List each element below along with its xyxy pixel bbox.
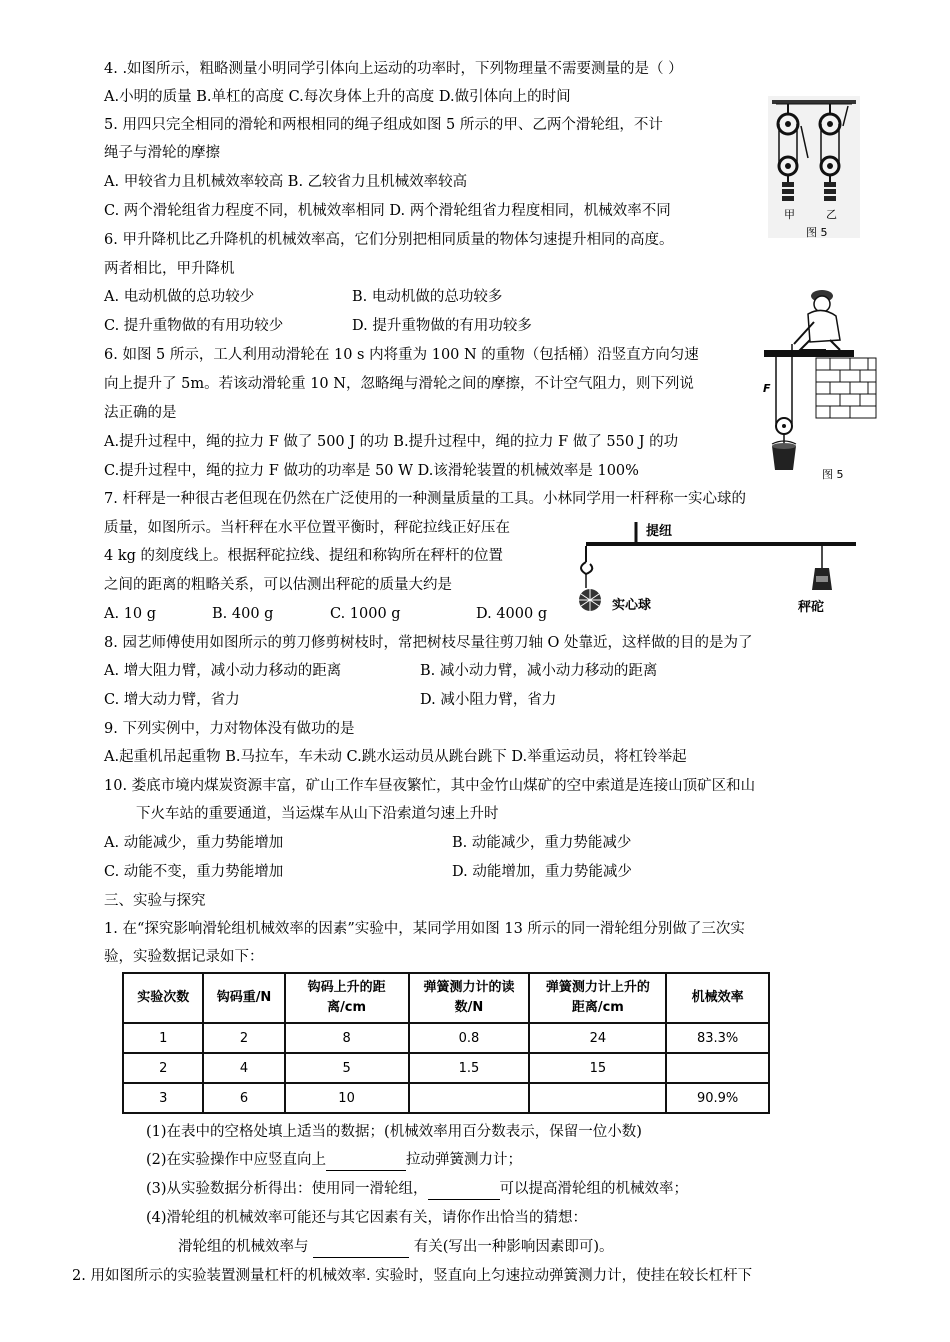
e1-sub-4: (4)滑轮组的机械效率可能还与其它因素有关，请你作出恰当的猜想： <box>146 1210 588 1226</box>
knob-label: 提纽 <box>646 524 673 539</box>
q6b-options-ab: A.提升过程中，绳的拉力 F 做了 500 J 的功 B.提升过程中，绳的拉力 F 做了 550 J 的功 <box>104 434 679 450</box>
table-header: 机械效率 <box>666 973 769 1023</box>
q7-option-b: B. 400 g <box>212 606 274 622</box>
q6a-option-a: A. 电动机做的总功较少 <box>104 289 255 305</box>
e1-sub-3 <box>146 1178 688 1200</box>
e1-sub-3-text-end: 可以提高滑轮组的机械效率； <box>499 1181 689 1197</box>
table-cell: 90.9% <box>666 1083 769 1113</box>
q7-option-d: D. 4000 g <box>476 606 548 622</box>
q6b-stem-1: 6. 如图 5 所示，工人利用动滑轮在 10 s 内将重为 100 N 的重物（包括桶）沿竖直方向匀速 <box>104 347 699 363</box>
table-cell: 3 <box>123 1083 203 1113</box>
label-jia: 甲 <box>784 208 795 221</box>
answer-blank[interactable] <box>428 1183 500 1200</box>
q6a-stem-1: 6. 甲升降机比乙升降机的机械效率高，它们分别把相同质量的物体匀速提升相同的高度。 <box>104 232 674 248</box>
q9-stem: 9. 下列实例中，力对物体没有做功的是 <box>104 721 355 737</box>
q6b-options-cd: C.提升过程中，绳的拉力 F 做功的功率是 50 W D.该滑轮装置的机械效率是 100% <box>104 463 639 479</box>
e1-sub-1: (1)在表中的空格处填上适当的数据；(机械效率用百分数表示，保留一位小数) <box>146 1124 642 1140</box>
q10-stem-2: 下火车站的重要通道，当运煤车从山下沿索道匀速上升时 <box>136 806 499 822</box>
table-cell: 10 <box>285 1083 409 1113</box>
answer-blank[interactable] <box>326 1154 406 1171</box>
force-label: F <box>763 382 771 395</box>
worker-figure <box>760 284 878 484</box>
q10-option-d: D. 动能增加，重力势能减少 <box>452 864 632 880</box>
table-header: 钩码上升的距离/cm <box>285 973 409 1023</box>
e1-sub-3-text: (3)从实验数据分析得出：使用同一滑轮组， <box>146 1181 428 1197</box>
q7-stem-4: 之间的距离的粗略关系，可以估测出秤砣的质量大约是 <box>104 577 452 593</box>
q5-options-cd: C. 两个滑轮组省力程度不同，机械效率相同 D. 两个滑轮组省力程度相同，机械效率不同 <box>104 203 671 219</box>
q8-option-c: C. 增大动力臂，省力 <box>104 692 240 708</box>
figure-caption: 图 5 <box>822 468 844 481</box>
table-cell: 15 <box>529 1053 666 1083</box>
table-header: 钩码重/N <box>203 973 284 1023</box>
table-cell: 6 <box>203 1083 284 1113</box>
q5-stem-2: 绳子与滑轮的摩擦 <box>104 145 220 161</box>
pulley-figure <box>768 96 860 238</box>
ball-label: 实心球 <box>612 598 652 613</box>
table-cell: 1 <box>123 1023 203 1053</box>
q10-option-b: B. 动能减少，重力势能减少 <box>452 835 632 851</box>
q6a-stem-2: 两者相比，甲升降机 <box>104 261 235 277</box>
label-yi: 乙 <box>826 208 837 221</box>
e1-sub-2 <box>146 1149 522 1171</box>
e1-sub-4b <box>178 1236 614 1258</box>
table-header: 实验次数 <box>123 973 203 1023</box>
pulley-diagram <box>768 96 860 238</box>
q8-option-a: A. 增大阻力臂，减小动力移动的距离 <box>104 663 342 679</box>
table-row <box>123 1083 769 1113</box>
table-row <box>123 1023 769 1053</box>
e1-sub-2-text: (2)在实验操作中应竖直向上 <box>146 1152 327 1168</box>
table-cell-blank[interactable] <box>409 1083 530 1113</box>
q6a-option-d: D. 提升重物做的有用功较多 <box>352 318 532 334</box>
q10-option-c: C. 动能不变，重力势能增加 <box>104 864 284 880</box>
table-cell: 2 <box>203 1023 284 1053</box>
q7-stem-1: 7. 杆秤是一种很古老但现在仍然在广泛使用的一种测量质量的工具。小林同学用一杆秤称一实心球的 <box>104 491 746 507</box>
answer-blank[interactable] <box>313 1241 409 1258</box>
table-header-row <box>123 973 769 1023</box>
table-cell: 5 <box>285 1053 409 1083</box>
table-cell: 4 <box>203 1053 284 1083</box>
table-cell: 83.3% <box>666 1023 769 1053</box>
q8-stem: 8. 园艺师傅使用如图所示的剪刀修剪树枝时，常把树枝尽量往剪刀轴 O 处靠近，这样做的目的是为了 <box>104 635 753 651</box>
q8-option-b: B. 减小动力臂，减小动力移动的距离 <box>420 663 658 679</box>
q7-option-a: A. 10 g <box>104 606 157 622</box>
q6a-option-b: B. 电动机做的总功较多 <box>352 289 503 305</box>
q5-stem-1: 5. 用四只完全相同的滑轮和两根相同的绳子组成如图 5 所示的甲、乙两个滑轮组，不计 <box>104 117 663 133</box>
q7-option-c: C. 1000 g <box>330 606 401 622</box>
q7-stem-3: 4 kg 的刻度线上。根据秤砣拉线、提纽和称钩所在秤杆的位置 <box>104 548 504 564</box>
section-title: 三、实验与探究 <box>104 893 206 909</box>
e1-sub-4b-text: 滑轮组的机械效率与 <box>178 1239 309 1255</box>
table-cell: 1.5 <box>409 1053 530 1083</box>
e1-stem-2: 验，实验数据记录如下： <box>104 949 264 965</box>
q7-stem-2: 质量，如图所示。当杆秤在水平位置平衡时，秤砣拉线正好压在 <box>104 520 510 536</box>
q9-options: A.起重机吊起重物 B.马拉车，车未动 C.跳水运动员从跳台跳下 D.举重运动员，将杠铃举起 <box>104 749 687 765</box>
table-cell: 2 <box>123 1053 203 1083</box>
q6b-stem-3: 法正确的是 <box>104 405 177 421</box>
e1-sub-4b-text-end: 有关(写出一种影响因素即可)。 <box>413 1239 614 1255</box>
q10-stem-1: 10. 娄底市境内煤炭资源丰富，矿山工作车昼夜繁忙，其中金竹山煤矿的空中索道是连接山顶矿区和山 <box>104 778 756 794</box>
table-row <box>123 1053 769 1083</box>
worker-diagram <box>760 284 878 484</box>
experiment-table <box>122 972 770 1114</box>
q6b-stem-2: 向上提升了 5m。若该动滑轮重 10 N，忽略绳与滑轮之间的摩擦，不计空气阻力，则下列说 <box>104 376 694 392</box>
q8-option-d: D. 减小阻力臂，省力 <box>420 692 557 708</box>
e1-stem-1: 1. 在“探究影响滑轮组机械效率的因素”实验中，某同学用如图 13 所示的同一滑轮组分别做了三次实 <box>104 921 745 937</box>
table-cell: 8 <box>285 1023 409 1053</box>
table-cell-blank[interactable] <box>529 1083 666 1113</box>
steelyard-figure <box>566 520 864 624</box>
figure-caption: 图 5 <box>806 226 828 239</box>
q5-options-ab: A. 甲较省力且机械效率较高 B. 乙较省力且机械效率较高 <box>104 174 468 190</box>
table-cell-blank[interactable] <box>666 1053 769 1083</box>
q6a-option-c: C. 提升重物做的有用功较少 <box>104 318 284 334</box>
weight-label: 秤砣 <box>798 600 825 615</box>
q4-stem: 4. .如图所示，粗略测量小明同学引体向上运动的功率时，下列物理量不需要测量的是（ ） <box>104 61 683 77</box>
table-header: 弹簧测力计上升的距离/cm <box>529 973 666 1023</box>
table-cell: 24 <box>529 1023 666 1053</box>
e2-stem: 2. 用如图所示的实验装置测量杠杆的机械效率. 实验时，竖直向上匀速拉动弹簧测力计，使挂在较长杠杆下 <box>72 1268 753 1284</box>
table-header: 弹簧测力计的读数/N <box>409 973 530 1023</box>
table-cell: 0.8 <box>409 1023 530 1053</box>
q4-options: A.小明的质量 B.单杠的高度 C.每次身体上升的高度 D.做引体向上的时间 <box>104 89 571 105</box>
e1-sub-2-text-end: 拉动弹簧测力计； <box>406 1152 523 1168</box>
q10-option-a: A. 动能减少，重力势能增加 <box>104 835 284 851</box>
